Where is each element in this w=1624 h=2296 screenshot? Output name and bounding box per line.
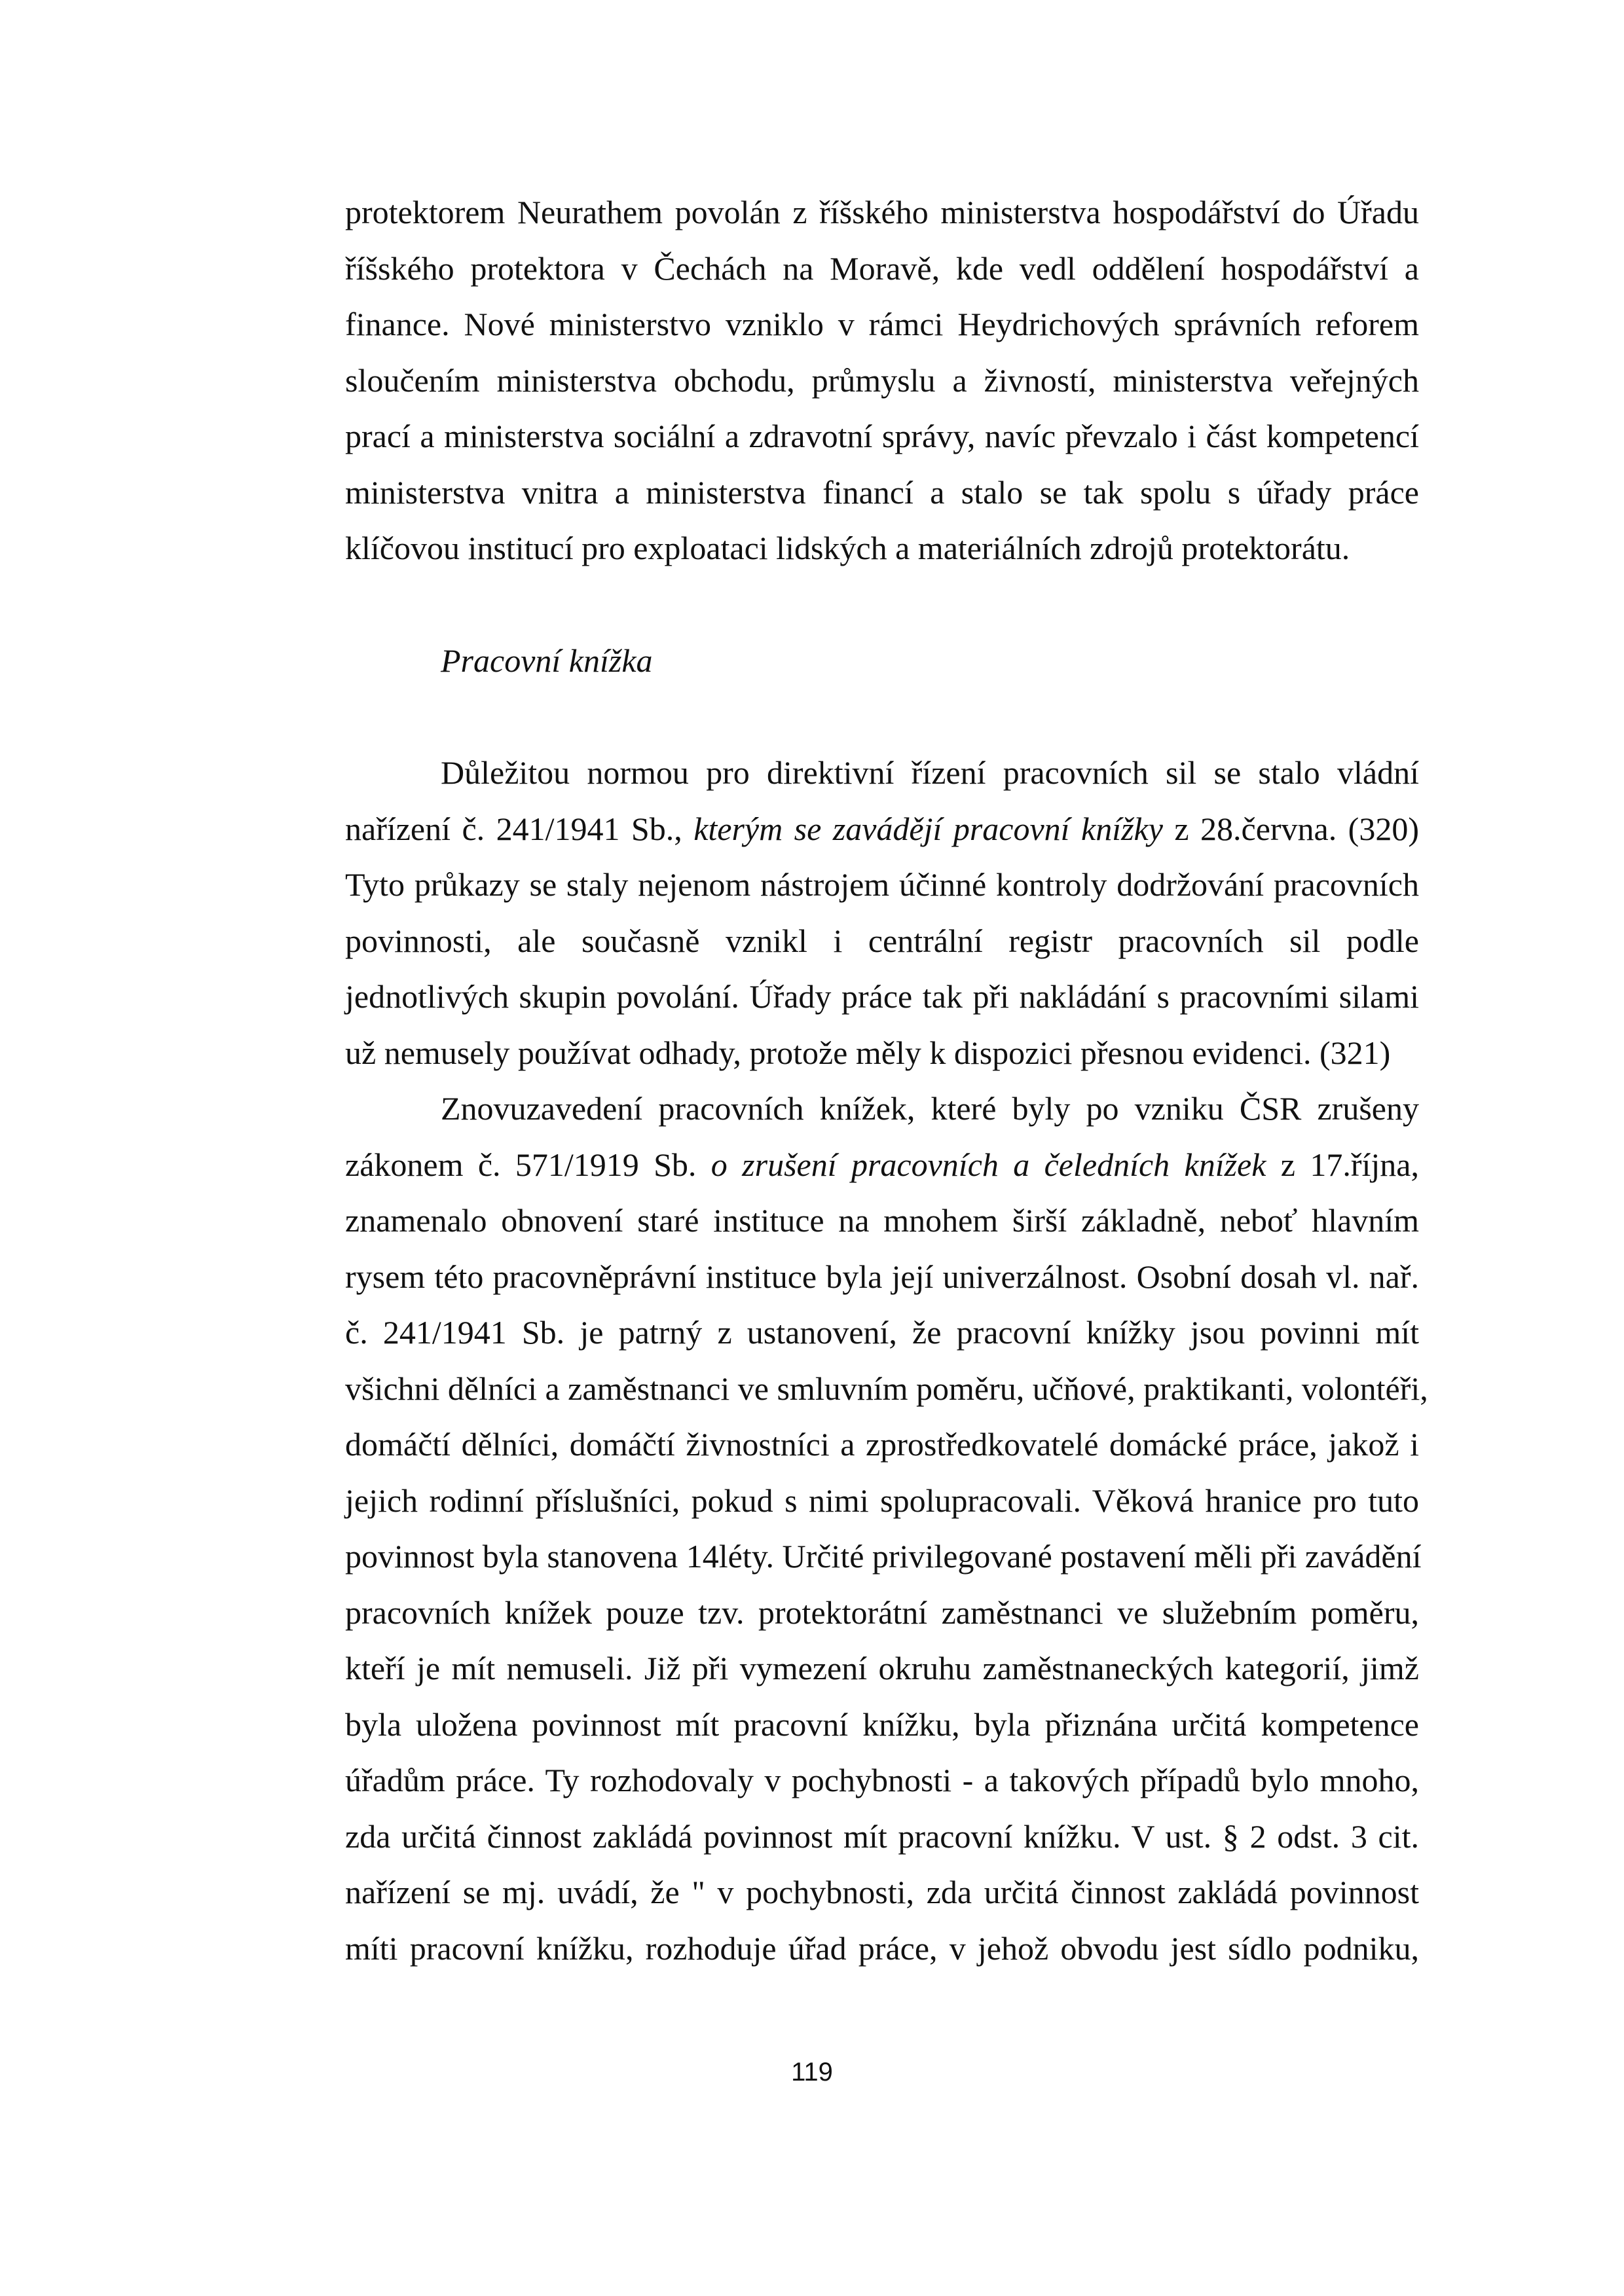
- section-heading: Pracovní knížka: [441, 642, 653, 679]
- text-line: prací a ministerstva sociální a zdravotní správy, navíc převzalo i část kompetencí: [345, 418, 1419, 454]
- paragraph-reintroduction: [345, 1081, 1428, 1977]
- text-line: domáčtí dělníci, domáčtí živnostníci a zprostředkovatelé domácké práce, jakož i: [345, 1426, 1419, 1463]
- text-line: protektorem Neurathem povolán z říšského ministerstva hospodářství do Úřadu: [345, 194, 1419, 230]
- text-line-with-citation: [345, 801, 1419, 858]
- text-line: byla uložena povinnost mít pracovní knížku, byla přiznána určitá kompetence: [345, 1705, 1419, 1743]
- text-fragment: zákonem č. 571/1919 Sb.: [345, 1146, 711, 1183]
- text-line: povinnost byla stanovena 14léty. Určité privilegované postavení měli při zavádění: [345, 1538, 1422, 1575]
- text-line: č. 241/1941 Sb. je patrný z ustanovení, že pracovní knížky jsou povinni mít: [345, 1314, 1419, 1351]
- text-line: jednotlivých skupin povolání. Úřady práce tak při nakládání s pracovními silami: [345, 978, 1419, 1015]
- text-line: klíčovou institucí pro exploataci lidských a materiálních zdrojů protektorátu.: [345, 530, 1350, 566]
- text-line: nařízení se mj. uvádí, že " v pochybnosti, zda určitá činnost zakládá povinnost: [345, 1874, 1419, 1910]
- text-fragment: z 28.června. (320): [1162, 810, 1419, 847]
- text-line: Znovuzavedení pracovních knížek, které byly po vzniku ČSR zrušeny: [441, 1090, 1419, 1127]
- paragraph-continued: [345, 185, 1419, 577]
- text-line: pracovních knížek pouze tzv. protektorátní zaměstnanci ve služebním poměru,: [345, 1594, 1419, 1631]
- text-line-with-citation: [345, 1137, 1419, 1194]
- text-line: povinnosti, ale současně vznikl i centrální registr pracovních sil podle: [345, 922, 1419, 959]
- text-line: jejich rodinní příslušníci, pokud s nimi spolupracovali. Věková hranice pro tuto: [345, 1482, 1419, 1519]
- text-line: kteří je mít nemuseli. Již při vymezení okruhu zaměstnaneckých kategorií, jimž: [345, 1650, 1419, 1686]
- law-title: o zrušení pracovních a čeledních knížek: [710, 1146, 1266, 1183]
- text-line: finance. Nové ministerstvo vzniklo v rámci Heydrichových správních reforem: [345, 306, 1419, 342]
- text-fragment: nařízení č. 241/1941 Sb.,: [345, 810, 694, 847]
- text-line: už nemusely používat odhady, protože měly k dispozici přesnou evidenci. (321): [345, 1034, 1391, 1071]
- text-line: zda určitá činnost zakládá povinnost mít pracovní knížku. V ust. § 2 odst. 3 cit.: [345, 1817, 1419, 1855]
- page-number: 119: [791, 2058, 833, 2086]
- decree-title: kterým se zavádějí pracovní knížky: [693, 810, 1163, 847]
- text-line: rysem této pracovněprávní instituce byla její univerzálnost. Osobní dosah vl. nař.: [345, 1258, 1419, 1295]
- text-line: znamenalo obnovení staré instituce na mnohem širší základně, neboť hlavním: [345, 1202, 1419, 1239]
- paragraph-work-book-norm: [345, 745, 1419, 1081]
- text-fragment: z 17.října,: [1266, 1146, 1419, 1183]
- text-line: Tyto průkazy se staly nejenom nástrojem účinné kontroly dodržování pracovních: [345, 866, 1419, 903]
- text-line: Důležitou normou pro direktivní řízení pracovních sil se stalo vládní: [441, 754, 1419, 791]
- text-line: říšského protektora v Čechách na Moravě, kde vedl oddělení hospodářství a: [345, 249, 1419, 287]
- text-line: ministerstva vnitra a ministerstva financí a stalo se tak spolu s úřady práce: [345, 473, 1419, 511]
- text-line: úřadům práce. Ty rozhodovaly v pochybnosti - a takových případů bylo mnoho,: [345, 1762, 1419, 1798]
- text-line: sloučením ministerstva obchodu, průmyslu a živností, ministerstva veřejných: [345, 361, 1419, 399]
- text-line: všichni dělníci a zaměstnanci ve smluvním poměru, učňové, praktikanti, volontéři,: [345, 1370, 1428, 1407]
- text-line: míti pracovní knížku, rozhoduje úřad práce, v jehož obvodu jest sídlo podniku,: [345, 1929, 1419, 1967]
